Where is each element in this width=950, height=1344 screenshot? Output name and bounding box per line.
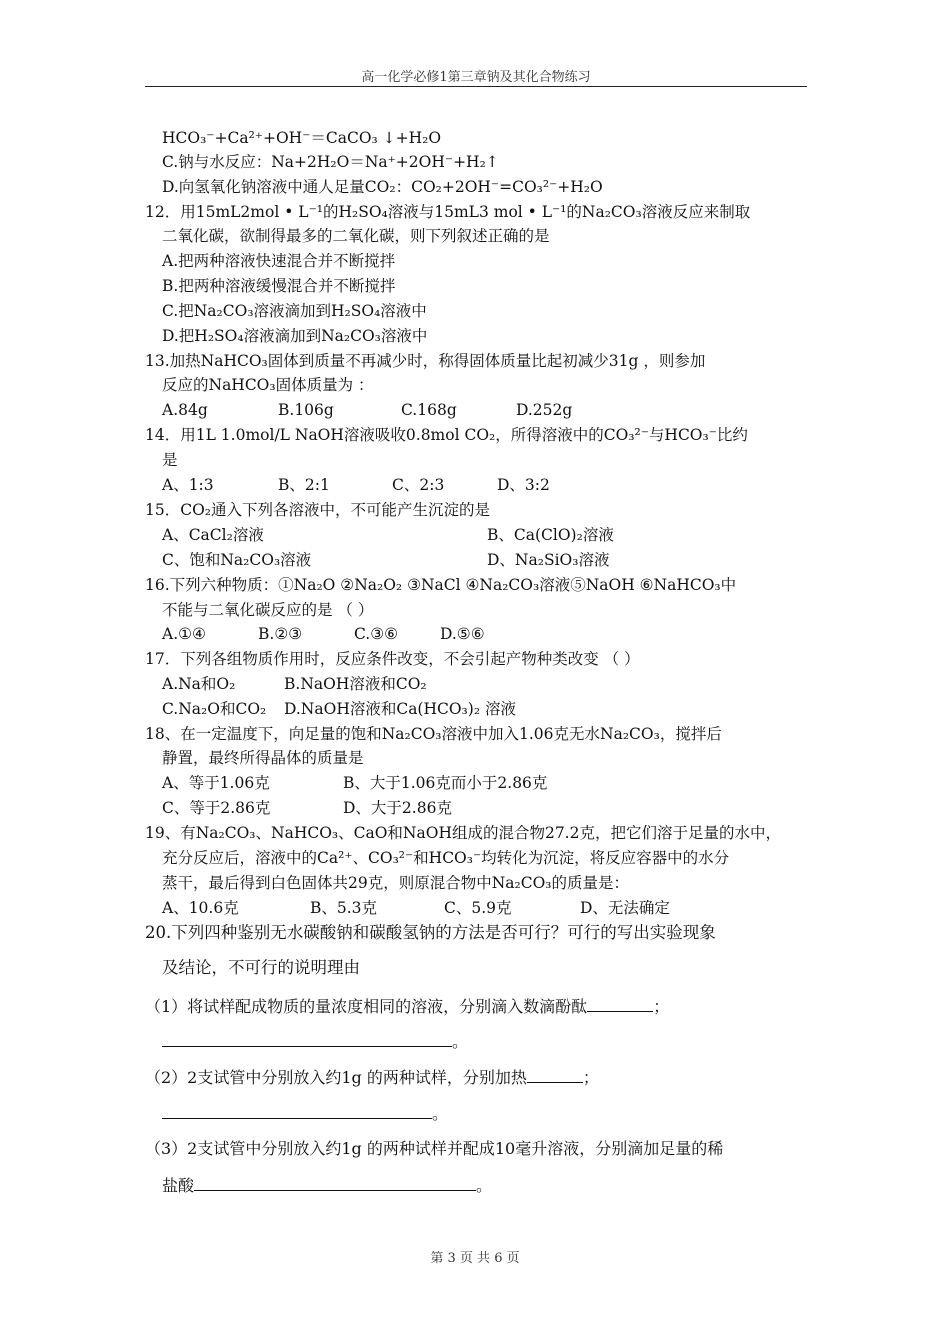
- part-2-text: （2）2支试管中分别放入约1g 的两种试样，分别加热: [145, 1068, 527, 1087]
- question-15-option-b: B、Ca(ClO)₂溶液: [487, 526, 614, 544]
- question-12-option-a: A.把两种溶液快速混合并不断搅拌: [162, 252, 396, 270]
- question-16-option-b: B.②③: [258, 625, 303, 643]
- part-1-text: （1）将试样配成物质的量浓度相同的溶液，分别滴入数滴酚酞: [145, 997, 588, 1016]
- question-14-stem: 14．用1L 1.0mol/L NaOH溶液吸收0.8mol CO₂，所得溶液中的CO₃²⁻与HCO₃⁻比约: [145, 426, 748, 444]
- question-19-stem-cont2: 蒸干，最后得到白色固体共29克，则原混合物中Na₂CO₃的质量是：: [162, 874, 630, 892]
- page-footer-number: 第 3 页 共 6 页: [430, 1251, 520, 1266]
- question-19-stem: 19、有Na₂CO₃、NaHCO₃、CaO和NaOH组成的混合物27.2克，把它们溶于足量的水中，: [145, 824, 781, 842]
- question-13-option-c: C.168g: [401, 401, 457, 419]
- text-line: HCO₃⁻+Ca²⁺+OH⁻＝CaCO₃ ↓+H₂O: [162, 129, 442, 147]
- question-20-part-3-answer: [162, 1175, 492, 1196]
- question-16-stem-cont: 不能与二氧化碳反应的是 （ ）: [162, 601, 374, 619]
- part-1-semicolon: ；: [653, 997, 670, 1016]
- text-line: D.向氢氧化钠溶液中通人足量CO₂：CO₂+2OH⁻=CO₃²⁻+H₂O: [162, 178, 603, 196]
- part-2-period: 。: [432, 1104, 449, 1123]
- question-20-part-3: （3）2支试管中分别放入约1g 的两种试样并配成10毫升溶液，分别滴加足量的稀: [145, 1139, 724, 1158]
- question-18-stem: 18、在一定温度下，向足量的饱和Na₂CO₃溶液中加入1.06克无水Na₂CO₃，搅拌后: [145, 725, 722, 743]
- question-19-option-c: C、5.9克: [444, 899, 512, 917]
- question-16-option-a: A.①④: [162, 625, 206, 643]
- question-19-option-a: A、10.6克: [162, 899, 239, 917]
- question-20-stem: 20.下列四种鉴别无水碳酸钠和碳酸氢钠的方法是否可行？可行的写出实验现象: [145, 923, 716, 942]
- question-14-option-d: D、3:2: [497, 476, 550, 494]
- question-14-option-b: B、2:1: [278, 476, 330, 494]
- question-18-option-b: B、大于1.06克而小于2.86克: [343, 774, 548, 792]
- question-14-option-c: C、2:3: [392, 476, 445, 494]
- question-15-stem: 15．CO₂通入下列各溶液中，不可能产生沉淀的是: [145, 501, 491, 519]
- answer-blank-2a[interactable]: [527, 1067, 583, 1083]
- question-20-part-1-answer: [162, 1031, 468, 1052]
- question-16-option-c: C.③⑥: [354, 625, 399, 643]
- question-12-stem: 12．用15mL2mol • L⁻¹的H₂SO₄溶液与15mL3 mol • L⁻¹的Na₂CO₃溶液反应来制取: [145, 203, 751, 221]
- header-divider: [145, 86, 807, 87]
- question-13-option-b: B.106g: [278, 401, 334, 419]
- question-12-option-d: D.把H₂SO₄溶液滴加到Na₂CO₃溶液中: [162, 327, 428, 345]
- answer-blank-1a[interactable]: [587, 996, 653, 1012]
- question-16-stem: 16.下列六种物质：①Na₂O ②Na₂O₂ ③NaCl ④Na₂CO₃溶液⑤NaOH ⑥NaHCO₃中: [145, 576, 737, 594]
- question-17-option-b: B.NaOH溶液和CO₂: [284, 675, 427, 693]
- answer-blank-1b[interactable]: [162, 1031, 452, 1047]
- question-18-option-d: D、大于2.86克: [343, 799, 452, 817]
- question-17-option-a: A.Na和O₂: [162, 675, 236, 693]
- question-15-option-c: C、饱和Na₂CO₃溶液: [162, 551, 312, 569]
- question-13-option-a: A.84g: [162, 401, 208, 419]
- page-header-title: 高一化学必修1第三章钠及其化合物练习: [361, 70, 591, 85]
- text-line: C.钠与水反应：Na+2H₂O＝Na⁺+2OH⁻+H₂↑: [162, 153, 499, 171]
- question-19-stem-cont: 充分反应后，溶液中的Ca²⁺、CO₃²⁻和HCO₃⁻均转化为沉淀，将反应容器中的水分: [162, 849, 730, 867]
- question-18-stem-cont: 静置，最终所得晶体的质量是: [162, 749, 364, 767]
- question-17-option-c: C.Na₂O和CO₂: [162, 700, 267, 718]
- part-3-period: 。: [476, 1176, 493, 1195]
- question-20-part-2-answer: [162, 1103, 448, 1124]
- question-18-option-a: A、等于1.06克: [162, 774, 270, 792]
- question-17-stem: 17．下列各组物质作用时，反应条件改变，不会引起产物种类改变 （ ）: [145, 650, 640, 668]
- part-1-period: 。: [452, 1032, 469, 1051]
- question-19-option-b: B、5.3克: [310, 899, 378, 917]
- answer-blank-2b[interactable]: [162, 1103, 432, 1119]
- question-20-part-1: [145, 996, 669, 1017]
- question-14-stem-cont: 是: [162, 451, 178, 469]
- question-13-stem: 13.加热NaHCO₃固体到质量不再减少时，称得固体质量比起初减少31g ，则参加: [145, 352, 706, 370]
- question-19-option-d: D、无法确定: [580, 899, 670, 917]
- question-14-option-a: A、1:3: [162, 476, 214, 494]
- question-15-option-d: D、Na₂SiO₃溶液: [487, 551, 610, 569]
- question-12-stem-cont: 二氧化碳，欲制得最多的二氧化碳，则下列叙述正确的是: [162, 227, 550, 245]
- part-3-text: 盐酸: [162, 1176, 195, 1195]
- part-2-semicolon: ；: [582, 1068, 599, 1087]
- question-12-option-c: C.把Na₂CO₃溶液滴加到H₂SO₄溶液中: [162, 302, 427, 320]
- question-20-stem-cont: 及结论，不可行的说明理由: [162, 958, 360, 977]
- question-13-option-d: D.252g: [516, 401, 573, 419]
- question-15-option-a: A、CaCl₂溶液: [162, 526, 264, 544]
- question-12-option-b: B.把两种溶液缓慢混合并不断搅拌: [162, 277, 396, 295]
- question-18-option-c: C、等于2.86克: [162, 799, 271, 817]
- question-17-option-d: D.NaOH溶液和Ca(HCO₃)₂ 溶液: [284, 700, 516, 718]
- question-20-part-2: [145, 1067, 599, 1088]
- question-13-stem-cont: 反应的NaHCO₃固体质量为 ：: [162, 376, 374, 394]
- question-16-option-d: D.⑤⑥: [440, 625, 485, 643]
- answer-blank-3[interactable]: [194, 1175, 476, 1191]
